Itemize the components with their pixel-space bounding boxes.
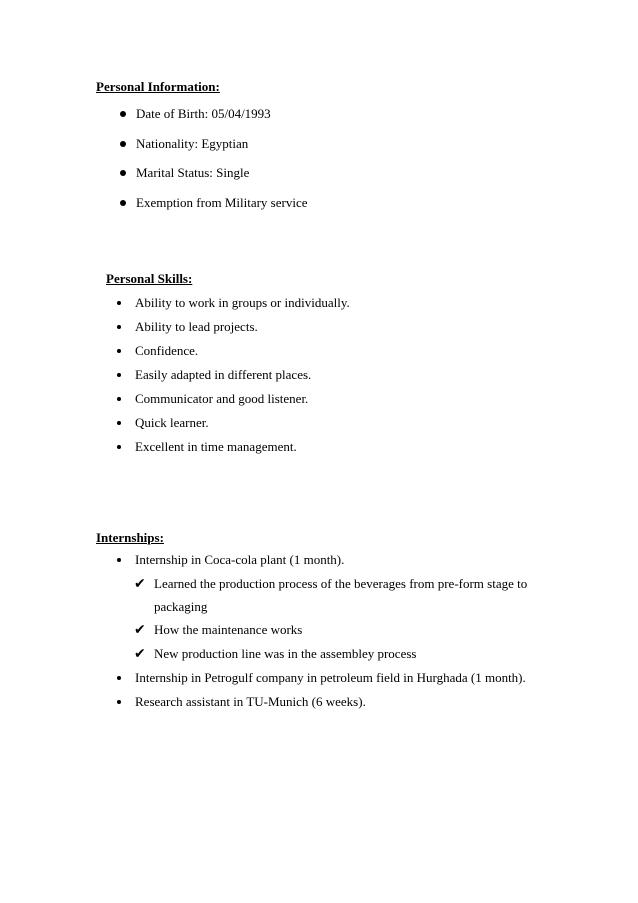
skill-text: Ability to lead projects.: [135, 319, 258, 334]
internship-detail-text: packaging: [154, 599, 208, 614]
internship-text: Internship in Petrogulf company in petroleum field in Hurghada (1 month).: [135, 670, 526, 685]
internship-text: Internship in Coca-cola plant (1 month).: [135, 552, 345, 567]
skill-text: Communicator and good listener.: [135, 391, 309, 406]
military-service-text: Exemption from Military service: [136, 195, 308, 210]
skill-text: Quick learner.: [135, 415, 209, 430]
internship-detail-text: Learned the production process of the beverages from pre-form stage to: [154, 576, 528, 591]
checkmark-bullet-icon: ✔: [134, 622, 146, 638]
nationality-text: Nationality: Egyptian: [136, 136, 249, 151]
skill-text: Confidence.: [135, 343, 199, 358]
skill-text: Excellent in time management.: [135, 439, 297, 454]
internships-heading: Internships:: [96, 530, 164, 545]
internship-text: Research assistant in TU-Munich (6 weeks).: [135, 694, 366, 709]
internship-detail-text: How the maintenance works: [154, 622, 303, 637]
date-of-birth-text: Date of Birth: 05/04/1993: [136, 106, 271, 121]
internship-detail-text: New production line was in the assembley process: [154, 646, 417, 661]
skill-text: Ability to work in groups or individually.: [135, 295, 350, 310]
marital-status-text: Marital Status: Single: [136, 165, 250, 180]
personal-information-heading: Personal Information:: [96, 79, 220, 94]
checkmark-bullet-icon: ✔: [134, 576, 146, 592]
personal-skills-heading: Personal Skills:: [106, 271, 193, 286]
skill-text: Easily adapted in different places.: [135, 367, 312, 382]
checkmark-bullet-icon: ✔: [134, 646, 146, 662]
